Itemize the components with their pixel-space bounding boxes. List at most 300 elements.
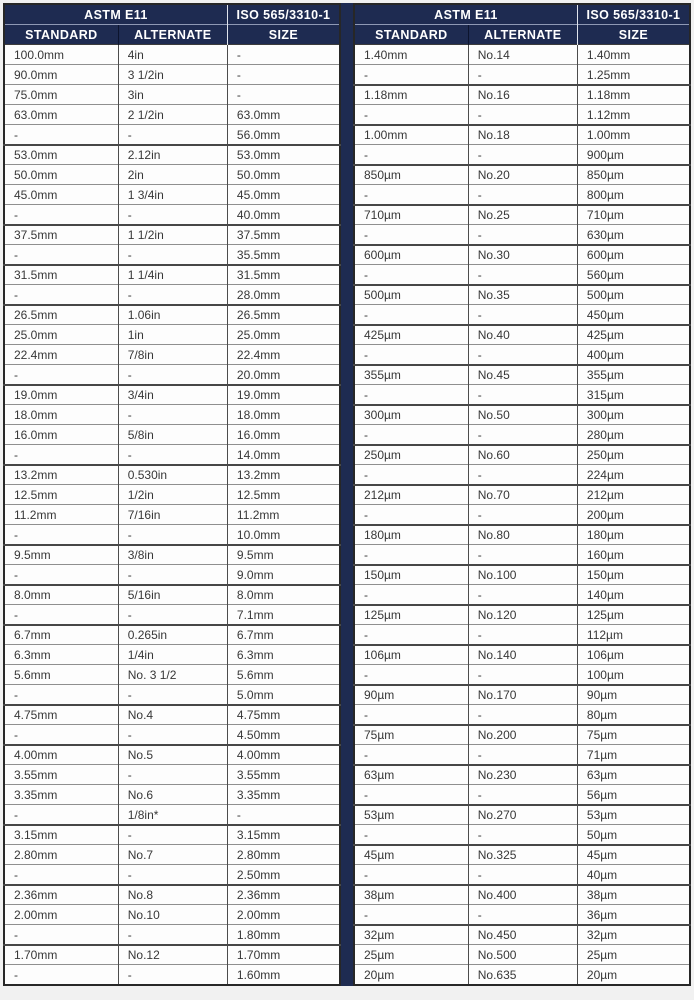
standard-cell: - bbox=[4, 865, 118, 885]
table-row bbox=[4, 45, 340, 65]
size-cell: 300µm bbox=[577, 405, 690, 425]
alternate-cell: 3in bbox=[118, 85, 227, 105]
table-row bbox=[4, 685, 340, 705]
size-cell: 71µm bbox=[577, 745, 690, 765]
sieve-table-right-body bbox=[354, 45, 690, 985]
alternate-cell: No. 3 1/2 bbox=[118, 665, 227, 685]
standard-cell: - bbox=[4, 725, 118, 745]
standard-cell: - bbox=[354, 145, 468, 165]
size-cell: 37.5mm bbox=[227, 225, 340, 245]
sieve-table-right bbox=[353, 3, 691, 986]
size-cell: 100µm bbox=[577, 665, 690, 685]
table-row bbox=[4, 805, 340, 825]
table-row bbox=[4, 665, 340, 685]
alternate-cell: No.12 bbox=[118, 945, 227, 965]
size-cell: 7.1mm bbox=[227, 605, 340, 625]
astm-e11-header: ASTM E11 bbox=[4, 4, 227, 25]
table-row bbox=[354, 685, 690, 705]
size-cell: 5.0mm bbox=[227, 685, 340, 705]
alternate-cell: No.45 bbox=[468, 365, 577, 385]
standards-header-row bbox=[4, 4, 340, 25]
standard-cell: 212µm bbox=[354, 485, 468, 505]
table-row bbox=[354, 605, 690, 625]
alternate-cell: - bbox=[118, 365, 227, 385]
size-cell: 2.36mm bbox=[227, 885, 340, 905]
standard-cell: 18.0mm bbox=[4, 405, 118, 425]
standard-cell: 19.0mm bbox=[4, 385, 118, 405]
size-cell: 20µm bbox=[577, 965, 690, 985]
size-cell: 19.0mm bbox=[227, 385, 340, 405]
size-cell: 3.55mm bbox=[227, 765, 340, 785]
standard-cell: 26.5mm bbox=[4, 305, 118, 325]
size-cell: 35.5mm bbox=[227, 245, 340, 265]
alternate-cell: No.140 bbox=[468, 645, 577, 665]
size-cell: 600µm bbox=[577, 245, 690, 265]
table-row bbox=[4, 505, 340, 525]
size-cell: 45µm bbox=[577, 845, 690, 865]
size-cell: 6.3mm bbox=[227, 645, 340, 665]
size-cell: 425µm bbox=[577, 325, 690, 345]
standards-header-row bbox=[354, 4, 690, 25]
alternate-cell: - bbox=[468, 385, 577, 405]
standard-cell: 250µm bbox=[354, 445, 468, 465]
standard-cell: 75µm bbox=[354, 725, 468, 745]
table-row bbox=[4, 185, 340, 205]
size-cell: 53.0mm bbox=[227, 145, 340, 165]
standard-cell: - bbox=[354, 625, 468, 645]
size-cell: 1.80mm bbox=[227, 925, 340, 945]
standard-cell: 53µm bbox=[354, 805, 468, 825]
standard-cell: 4.75mm bbox=[4, 705, 118, 725]
table-row bbox=[354, 105, 690, 125]
alternate-cell: No.20 bbox=[468, 165, 577, 185]
standard-cell: 3.15mm bbox=[4, 825, 118, 845]
size-cell: 2.80mm bbox=[227, 845, 340, 865]
alternate-cell: 1 1/2in bbox=[118, 225, 227, 245]
size-cell: 3.35mm bbox=[227, 785, 340, 805]
table-row bbox=[354, 205, 690, 225]
table-row bbox=[4, 445, 340, 465]
alternate-cell: - bbox=[468, 545, 577, 565]
size-cell: 38µm bbox=[577, 885, 690, 905]
alternate-cell: No.450 bbox=[468, 925, 577, 945]
size-cell: 45.0mm bbox=[227, 185, 340, 205]
table-row bbox=[354, 925, 690, 945]
standard-cell: 500µm bbox=[354, 285, 468, 305]
standard-cell: 425µm bbox=[354, 325, 468, 345]
alternate-cell: - bbox=[468, 425, 577, 445]
size-cell: 63µm bbox=[577, 765, 690, 785]
size-cell: 25.0mm bbox=[227, 325, 340, 345]
alternate-cell: 1/2in bbox=[118, 485, 227, 505]
table-row bbox=[4, 565, 340, 585]
alternate-cell: No.400 bbox=[468, 885, 577, 905]
alternate-cell: 1 1/4in bbox=[118, 265, 227, 285]
table-row bbox=[4, 965, 340, 985]
iso-565-header: ISO 565/3310-1 bbox=[577, 4, 690, 25]
size-cell: 40µm bbox=[577, 865, 690, 885]
standard-cell: - bbox=[354, 105, 468, 125]
alternate-cell: - bbox=[118, 925, 227, 945]
size-cell: 1.60mm bbox=[227, 965, 340, 985]
size-cell: 160µm bbox=[577, 545, 690, 565]
size-cell: 50.0mm bbox=[227, 165, 340, 185]
alternate-cell: 5/16in bbox=[118, 585, 227, 605]
size-cell: 50µm bbox=[577, 825, 690, 845]
size-cell: 710µm bbox=[577, 205, 690, 225]
table-row bbox=[4, 785, 340, 805]
size-cell: 900µm bbox=[577, 145, 690, 165]
alternate-cell: - bbox=[118, 605, 227, 625]
standard-cell: 90.0mm bbox=[4, 65, 118, 85]
size-cell: 6.7mm bbox=[227, 625, 340, 645]
size-cell: 106µm bbox=[577, 645, 690, 665]
table-row bbox=[354, 965, 690, 985]
alternate-cell: No.30 bbox=[468, 245, 577, 265]
alternate-cell: - bbox=[118, 565, 227, 585]
table-row bbox=[354, 765, 690, 785]
alternate-cell: No.50 bbox=[468, 405, 577, 425]
alternate-cell: No.500 bbox=[468, 945, 577, 965]
alternate-cell: No.35 bbox=[468, 285, 577, 305]
alternate-cell: - bbox=[118, 685, 227, 705]
table-row bbox=[354, 825, 690, 845]
alternate-cell: - bbox=[118, 765, 227, 785]
size-cell: - bbox=[227, 85, 340, 105]
alternate-cell: - bbox=[468, 225, 577, 245]
table-row bbox=[4, 225, 340, 245]
alternate-cell: No.14 bbox=[468, 45, 577, 65]
standard-cell: 3.55mm bbox=[4, 765, 118, 785]
table-row bbox=[354, 385, 690, 405]
alternate-cell: - bbox=[468, 305, 577, 325]
alternate-cell: - bbox=[468, 185, 577, 205]
size-cell: 20.0mm bbox=[227, 365, 340, 385]
alternate-cell: - bbox=[118, 125, 227, 145]
table-row bbox=[354, 785, 690, 805]
standard-cell: 1.00mm bbox=[354, 125, 468, 145]
size-cell: 800µm bbox=[577, 185, 690, 205]
alternate-cell: No.5 bbox=[118, 745, 227, 765]
standard-cell: - bbox=[354, 705, 468, 725]
table-row bbox=[4, 425, 340, 445]
alternate-cell: - bbox=[118, 825, 227, 845]
size-cell: 140µm bbox=[577, 585, 690, 605]
standard-cell: 63µm bbox=[354, 765, 468, 785]
standard-cell: 5.6mm bbox=[4, 665, 118, 685]
alternate-cell: - bbox=[468, 345, 577, 365]
vertical-divider bbox=[341, 3, 353, 986]
column-header-size: SIZE bbox=[227, 25, 340, 45]
size-cell: 224µm bbox=[577, 465, 690, 485]
standard-cell: 3.35mm bbox=[4, 785, 118, 805]
alternate-cell: No.70 bbox=[468, 485, 577, 505]
iso-565-header: ISO 565/3310-1 bbox=[227, 4, 340, 25]
standard-cell: 63.0mm bbox=[4, 105, 118, 125]
alternate-cell: No.230 bbox=[468, 765, 577, 785]
alternate-cell: - bbox=[468, 665, 577, 685]
standard-cell: 38µm bbox=[354, 885, 468, 905]
table-row bbox=[354, 465, 690, 485]
standard-cell: 37.5mm bbox=[4, 225, 118, 245]
size-cell: 13.2mm bbox=[227, 465, 340, 485]
size-cell: 450µm bbox=[577, 305, 690, 325]
table-row bbox=[354, 905, 690, 925]
standard-cell: - bbox=[354, 345, 468, 365]
table-row bbox=[354, 45, 690, 65]
alternate-cell: No.120 bbox=[468, 605, 577, 625]
size-cell: 36µm bbox=[577, 905, 690, 925]
standard-cell: - bbox=[354, 265, 468, 285]
standard-cell: 710µm bbox=[354, 205, 468, 225]
table-row bbox=[354, 485, 690, 505]
standard-cell: 12.5mm bbox=[4, 485, 118, 505]
astm-e11-header: ASTM E11 bbox=[354, 4, 577, 25]
standard-cell: - bbox=[354, 585, 468, 605]
table-row bbox=[354, 625, 690, 645]
alternate-cell: 2.12in bbox=[118, 145, 227, 165]
size-cell: 355µm bbox=[577, 365, 690, 385]
standard-cell: 6.7mm bbox=[4, 625, 118, 645]
size-cell: 1.70mm bbox=[227, 945, 340, 965]
table-row bbox=[354, 865, 690, 885]
table-row bbox=[4, 105, 340, 125]
size-cell: 63.0mm bbox=[227, 105, 340, 125]
table-row bbox=[354, 85, 690, 105]
standard-cell: 300µm bbox=[354, 405, 468, 425]
alternate-cell: No.25 bbox=[468, 205, 577, 225]
standard-cell: 45.0mm bbox=[4, 185, 118, 205]
alternate-cell: No.270 bbox=[468, 805, 577, 825]
size-cell: 112µm bbox=[577, 625, 690, 645]
standard-cell: 355µm bbox=[354, 365, 468, 385]
standard-cell: - bbox=[354, 825, 468, 845]
table-row bbox=[354, 945, 690, 965]
size-cell: 4.50mm bbox=[227, 725, 340, 745]
table-row bbox=[4, 345, 340, 365]
size-cell: 125µm bbox=[577, 605, 690, 625]
table-row bbox=[354, 125, 690, 145]
table-row bbox=[4, 245, 340, 265]
standard-cell: - bbox=[354, 425, 468, 445]
standard-cell: - bbox=[4, 685, 118, 705]
size-cell: 2.00mm bbox=[227, 905, 340, 925]
alternate-cell: - bbox=[468, 705, 577, 725]
size-cell: 180µm bbox=[577, 525, 690, 545]
alternate-cell: No.8 bbox=[118, 885, 227, 905]
alternate-cell: No.18 bbox=[468, 125, 577, 145]
alternate-cell: - bbox=[118, 445, 227, 465]
table-row bbox=[354, 565, 690, 585]
size-cell: 90µm bbox=[577, 685, 690, 705]
size-cell: 32µm bbox=[577, 925, 690, 945]
table-row bbox=[354, 705, 690, 725]
alternate-cell: 3/8in bbox=[118, 545, 227, 565]
standard-cell: 1.70mm bbox=[4, 945, 118, 965]
size-cell: 26.5mm bbox=[227, 305, 340, 325]
alternate-cell: 3/4in bbox=[118, 385, 227, 405]
alternate-cell: No.6 bbox=[118, 785, 227, 805]
size-cell: 3.15mm bbox=[227, 825, 340, 845]
table-row bbox=[4, 545, 340, 565]
table-row bbox=[4, 705, 340, 725]
table-row bbox=[4, 585, 340, 605]
table-row bbox=[354, 145, 690, 165]
table-row bbox=[354, 445, 690, 465]
standard-cell: 75.0mm bbox=[4, 85, 118, 105]
standard-cell: 2.00mm bbox=[4, 905, 118, 925]
table-row bbox=[4, 945, 340, 965]
size-cell: 4.75mm bbox=[227, 705, 340, 725]
standard-cell: - bbox=[354, 185, 468, 205]
standard-cell: - bbox=[354, 505, 468, 525]
alternate-cell: - bbox=[468, 105, 577, 125]
alternate-cell: - bbox=[468, 265, 577, 285]
standard-cell: 32µm bbox=[354, 925, 468, 945]
tables-container bbox=[3, 3, 691, 986]
alternate-cell: No.100 bbox=[468, 565, 577, 585]
table-row bbox=[4, 745, 340, 765]
standard-cell: 50.0mm bbox=[4, 165, 118, 185]
standard-cell: - bbox=[354, 465, 468, 485]
size-cell: 5.6mm bbox=[227, 665, 340, 685]
alternate-cell: No.200 bbox=[468, 725, 577, 745]
standard-cell: - bbox=[4, 605, 118, 625]
size-cell: 250µm bbox=[577, 445, 690, 465]
standard-cell: 22.4mm bbox=[4, 345, 118, 365]
table-row bbox=[4, 865, 340, 885]
column-header-alternate: ALTERNATE bbox=[468, 25, 577, 45]
standard-cell: 125µm bbox=[354, 605, 468, 625]
standard-cell: 150µm bbox=[354, 565, 468, 585]
alternate-cell: 1.06in bbox=[118, 305, 227, 325]
standard-cell: 45µm bbox=[354, 845, 468, 865]
standard-cell: 25µm bbox=[354, 945, 468, 965]
size-cell: 850µm bbox=[577, 165, 690, 185]
table-row bbox=[4, 165, 340, 185]
standard-cell: 600µm bbox=[354, 245, 468, 265]
standard-cell: - bbox=[4, 805, 118, 825]
table-row bbox=[4, 305, 340, 325]
size-cell: 150µm bbox=[577, 565, 690, 585]
table-row bbox=[4, 85, 340, 105]
standard-cell: - bbox=[4, 125, 118, 145]
standard-cell: 2.80mm bbox=[4, 845, 118, 865]
table-row bbox=[354, 185, 690, 205]
alternate-cell: - bbox=[468, 505, 577, 525]
table-row bbox=[354, 585, 690, 605]
table-row bbox=[4, 485, 340, 505]
table-row bbox=[354, 845, 690, 865]
size-cell: 11.2mm bbox=[227, 505, 340, 525]
table-row bbox=[354, 805, 690, 825]
standard-cell: 1.18mm bbox=[354, 85, 468, 105]
size-cell: 9.5mm bbox=[227, 545, 340, 565]
alternate-cell: - bbox=[468, 825, 577, 845]
table-row bbox=[4, 325, 340, 345]
size-cell: - bbox=[227, 65, 340, 85]
alternate-cell: 2in bbox=[118, 165, 227, 185]
column-header-standard: STANDARD bbox=[354, 25, 468, 45]
size-cell: 75µm bbox=[577, 725, 690, 745]
alternate-cell: - bbox=[468, 585, 577, 605]
table-row bbox=[4, 845, 340, 865]
alternate-cell: 4in bbox=[118, 45, 227, 65]
column-header-size: SIZE bbox=[577, 25, 690, 45]
standard-cell: - bbox=[4, 565, 118, 585]
alternate-cell: 0.265in bbox=[118, 625, 227, 645]
table-row bbox=[4, 645, 340, 665]
standard-cell: 8.0mm bbox=[4, 585, 118, 605]
size-cell: 630µm bbox=[577, 225, 690, 245]
table-row bbox=[4, 625, 340, 645]
table-row bbox=[4, 145, 340, 165]
table-row bbox=[354, 365, 690, 385]
standard-cell: - bbox=[354, 545, 468, 565]
standard-cell: - bbox=[4, 525, 118, 545]
size-cell: 18.0mm bbox=[227, 405, 340, 425]
column-header-alternate: ALTERNATE bbox=[118, 25, 227, 45]
table-row bbox=[4, 65, 340, 85]
table-row bbox=[354, 525, 690, 545]
size-cell: 56µm bbox=[577, 785, 690, 805]
alternate-cell: No.40 bbox=[468, 325, 577, 345]
standard-cell: - bbox=[4, 205, 118, 225]
table-row bbox=[354, 725, 690, 745]
size-cell: 400µm bbox=[577, 345, 690, 365]
alternate-cell: - bbox=[468, 905, 577, 925]
standard-cell: 11.2mm bbox=[4, 505, 118, 525]
size-cell: 1.00mm bbox=[577, 125, 690, 145]
alternate-cell: 2 1/2in bbox=[118, 105, 227, 125]
size-cell: 1.12mm bbox=[577, 105, 690, 125]
size-cell: 56.0mm bbox=[227, 125, 340, 145]
table-row bbox=[354, 405, 690, 425]
table-row bbox=[354, 885, 690, 905]
table-row bbox=[354, 305, 690, 325]
size-cell: 8.0mm bbox=[227, 585, 340, 605]
alternate-cell: No.16 bbox=[468, 85, 577, 105]
table-row bbox=[354, 285, 690, 305]
table-row bbox=[4, 465, 340, 485]
standard-cell: - bbox=[354, 905, 468, 925]
table-row bbox=[354, 225, 690, 245]
alternate-cell: - bbox=[118, 725, 227, 745]
table-row bbox=[4, 725, 340, 745]
standard-cell: 4.00mm bbox=[4, 745, 118, 765]
table-row bbox=[354, 345, 690, 365]
standard-cell: - bbox=[4, 445, 118, 465]
size-cell: - bbox=[227, 45, 340, 65]
alternate-cell: No.60 bbox=[468, 445, 577, 465]
standard-cell: 31.5mm bbox=[4, 265, 118, 285]
size-cell: 200µm bbox=[577, 505, 690, 525]
alternate-cell: No.10 bbox=[118, 905, 227, 925]
size-cell: 10.0mm bbox=[227, 525, 340, 545]
size-cell: 280µm bbox=[577, 425, 690, 445]
table-row bbox=[354, 665, 690, 685]
standard-cell: 13.2mm bbox=[4, 465, 118, 485]
sieve-table-left bbox=[3, 3, 341, 986]
standard-cell: 180µm bbox=[354, 525, 468, 545]
standard-cell: - bbox=[4, 285, 118, 305]
alternate-cell: 1 3/4in bbox=[118, 185, 227, 205]
alternate-cell: 7/8in bbox=[118, 345, 227, 365]
size-cell: 4.00mm bbox=[227, 745, 340, 765]
standard-cell: - bbox=[4, 365, 118, 385]
alternate-cell: - bbox=[118, 285, 227, 305]
standard-cell: 100.0mm bbox=[4, 45, 118, 65]
